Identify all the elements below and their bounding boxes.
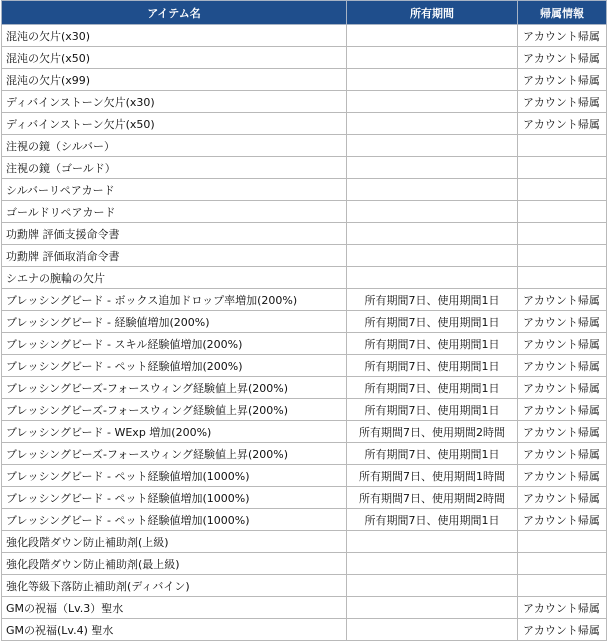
item-name-cell: シルバーリペアカード xyxy=(2,179,347,201)
attribution-cell: アカウント帰属 xyxy=(518,47,607,69)
period-cell xyxy=(347,223,518,245)
attribution-cell xyxy=(518,245,607,267)
item-name-cell: ブレッシングビード - WExp 増加(200%) xyxy=(2,421,347,443)
item-name-cell: ブレッシングビード - スキル経験値増加(200%) xyxy=(2,333,347,355)
table-row xyxy=(2,443,607,465)
period-cell xyxy=(347,531,518,553)
period-cell: 所有期間7日、使用期間1日 xyxy=(347,311,518,333)
attribution-cell xyxy=(518,267,607,289)
item-name-cell: ブレッシングビード - 経験値増加(200%) xyxy=(2,311,347,333)
item-name-cell: 強化段階ダウン防止補助剤(上級) xyxy=(2,531,347,553)
attribution-cell: アカウント帰属 xyxy=(518,443,607,465)
table-row xyxy=(2,553,607,575)
attribution-cell xyxy=(518,157,607,179)
item-name-cell: ブレッシングビーズ-フォースウィング経験値上昇(200%) xyxy=(2,377,347,399)
table-row xyxy=(2,531,607,553)
table-row xyxy=(2,201,607,223)
attribution-cell xyxy=(518,553,607,575)
item-name-cell: 混沌の欠片(x30) xyxy=(2,25,347,47)
period-cell xyxy=(347,597,518,619)
item-name-cell: シエナの腕輪の欠片 xyxy=(2,267,347,289)
period-cell xyxy=(347,245,518,267)
item-name-cell: 強化段階ダウン防止補助剤(最上級) xyxy=(2,553,347,575)
header-attribution: 帰属情報 xyxy=(518,1,607,25)
table-row xyxy=(2,487,607,509)
period-cell xyxy=(347,267,518,289)
period-cell: 所有期間7日、使用期間2時間 xyxy=(347,421,518,443)
attribution-cell: アカウント帰属 xyxy=(518,333,607,355)
item-name-cell: ディバインストーン欠片(x50) xyxy=(2,113,347,135)
attribution-cell xyxy=(518,201,607,223)
period-cell xyxy=(347,91,518,113)
item-name-cell: 混沌の欠片(x99) xyxy=(2,69,347,91)
table-row xyxy=(2,619,607,641)
item-name-cell: 功勳牌 評価取消命令書 xyxy=(2,245,347,267)
item-name-cell: 強化等級下落防止補助剤(ディバイン) xyxy=(2,575,347,597)
table-row xyxy=(2,421,607,443)
header-item-name: アイテム名 xyxy=(2,1,347,25)
period-cell xyxy=(347,25,518,47)
item-name-cell: ブレッシングビード - ボックス追加ドロップ率増加(200%) xyxy=(2,289,347,311)
period-cell: 所有期間7日、使用期間2時間 xyxy=(347,487,518,509)
header-row xyxy=(2,1,607,25)
table-row xyxy=(2,311,607,333)
attribution-cell: アカウント帰属 xyxy=(518,311,607,333)
period-cell xyxy=(347,619,518,641)
period-cell xyxy=(347,575,518,597)
attribution-cell: アカウント帰属 xyxy=(518,509,607,531)
attribution-cell: アカウント帰属 xyxy=(518,399,607,421)
attribution-cell xyxy=(518,179,607,201)
item-name-cell: ブレッシングビーズ-フォースウィング経験値上昇(200%) xyxy=(2,399,347,421)
item-name-cell: ブレッシングビーズ-フォースウィング経験値上昇(200%) xyxy=(2,443,347,465)
period-cell: 所有期間7日、使用期間1日 xyxy=(347,355,518,377)
item-name-cell: 混沌の欠片(x50) xyxy=(2,47,347,69)
table-row xyxy=(2,399,607,421)
attribution-cell xyxy=(518,135,607,157)
attribution-cell: アカウント帰属 xyxy=(518,619,607,641)
attribution-cell: アカウント帰属 xyxy=(518,25,607,47)
item-name-cell: GMの祝福（Lv.3）聖水 xyxy=(2,597,347,619)
period-cell xyxy=(347,135,518,157)
table-body xyxy=(2,25,607,641)
item-name-cell: ディバインストーン欠片(x30) xyxy=(2,91,347,113)
attribution-cell: アカウント帰属 xyxy=(518,289,607,311)
attribution-cell: アカウント帰属 xyxy=(518,355,607,377)
period-cell: 所有期間7日、使用期間1日 xyxy=(347,333,518,355)
table-row xyxy=(2,509,607,531)
table-row xyxy=(2,333,607,355)
attribution-cell: アカウント帰属 xyxy=(518,465,607,487)
period-cell: 所有期間7日、使用期間1日 xyxy=(347,399,518,421)
table-row xyxy=(2,465,607,487)
item-name-cell: ブレッシングビード - ペット経験値増加(1000%) xyxy=(2,465,347,487)
item-name-cell: ブレッシングビード - ペット経験値増加(200%) xyxy=(2,355,347,377)
attribution-cell: アカウント帰属 xyxy=(518,377,607,399)
item-name-cell: ブレッシングビード - ペット経験値増加(1000%) xyxy=(2,509,347,531)
period-cell: 所有期間7日、使用期間1日 xyxy=(347,289,518,311)
table-row xyxy=(2,135,607,157)
table-row xyxy=(2,377,607,399)
item-name-cell: GMの祝福(Lv.4) 聖水 xyxy=(2,619,347,641)
period-cell xyxy=(347,179,518,201)
table-row xyxy=(2,179,607,201)
table-row xyxy=(2,69,607,91)
item-name-cell: ブレッシングビード - ペット経験値増加(1000%) xyxy=(2,487,347,509)
period-cell xyxy=(347,201,518,223)
item-name-cell: ゴールドリペアカード xyxy=(2,201,347,223)
table-row xyxy=(2,597,607,619)
period-cell xyxy=(347,113,518,135)
period-cell: 所有期間7日、使用期間1日 xyxy=(347,377,518,399)
period-cell xyxy=(347,47,518,69)
period-cell xyxy=(347,553,518,575)
attribution-cell xyxy=(518,531,607,553)
attribution-cell: アカウント帰属 xyxy=(518,91,607,113)
attribution-cell: アカウント帰属 xyxy=(518,597,607,619)
attribution-cell xyxy=(518,223,607,245)
table-row xyxy=(2,289,607,311)
attribution-cell: アカウント帰属 xyxy=(518,69,607,91)
item-name-cell: 功勳牌 評価支援命令書 xyxy=(2,223,347,245)
period-cell: 所有期間7日、使用期間1日 xyxy=(347,509,518,531)
attribution-cell: アカウント帰属 xyxy=(518,421,607,443)
table-row xyxy=(2,223,607,245)
attribution-cell xyxy=(518,575,607,597)
period-cell: 所有期間7日、使用期間1日 xyxy=(347,443,518,465)
table-row xyxy=(2,47,607,69)
table-row xyxy=(2,113,607,135)
period-cell xyxy=(347,69,518,91)
item-name-cell: 注視の鏡（ゴールド） xyxy=(2,157,347,179)
item-name-cell: 注視の鏡（シルバー） xyxy=(2,135,347,157)
attribution-cell: アカウント帰属 xyxy=(518,113,607,135)
table-row xyxy=(2,245,607,267)
table-row xyxy=(2,575,607,597)
table-row xyxy=(2,157,607,179)
item-table xyxy=(1,0,607,641)
period-cell: 所有期間7日、使用期間1時間 xyxy=(347,465,518,487)
attribution-cell: アカウント帰属 xyxy=(518,487,607,509)
table-row xyxy=(2,91,607,113)
table-row xyxy=(2,25,607,47)
period-cell xyxy=(347,157,518,179)
header-period: 所有期間 xyxy=(347,1,518,25)
table-row xyxy=(2,355,607,377)
table-row xyxy=(2,267,607,289)
